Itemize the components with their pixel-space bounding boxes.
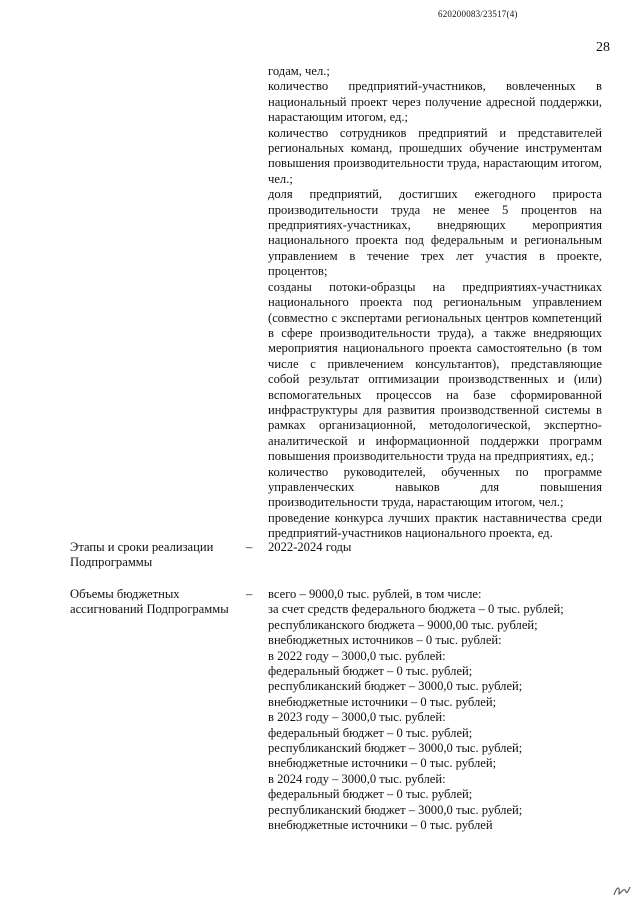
budget-line: внебюджетные источники – 0 тыс. рублей; [268,694,497,709]
budget-dash: – [246,587,253,601]
budget-line: внебюджетные источники – 0 тыс. рублей [268,818,493,833]
budget-line: внебюджетные источники – 0 тыс. рублей; [268,756,497,771]
stages-value: 2022-2024 годы [268,540,352,554]
page-number: 28 [596,40,610,55]
budget-line: в 2024 году – 3000,0 тыс. рублей: [268,771,446,786]
indicator-text: созданы потоки-образцы на предприятиях-участниках национального проекта под региональным управлением (совместно с экспертами региональных центров компетенций в сфере производительности труда), а также внедряющих мероприятия национального проекта самостоятельно (в том числе с привлечением консультантов), представляющие собой результат оптимизации производственных и (или) вспомогательных процессов на базе сформированной инфраструктуры для развития производственной системы в рамках организационной, методологической, экспертно-аналитической и информационной поддержки программ повышения производительности труда на предприятиях, ед.; [268,279,602,464]
budget-line: всего – 9000,0 тыс. рублей, в том числе: [268,587,482,601]
budget-line: республиканский бюджет – 3000,0 тыс. рублей; [268,679,523,694]
indicator-text: количество предприятий-участников, вовлеченных в национальный проект через получение адресной поддержки, нарастающим итогом, ед.; [268,79,602,125]
initials-signature-icon [612,884,632,898]
indicators-continuation [268,64,602,542]
stages-dash: – [246,540,253,554]
indicator-text: количество сотрудников предприятий и представителей региональных команд, прошедших обучение инструментам повышения производительности труда, нарастающим итогом, чел.; [268,125,602,186]
budget-line: республиканского бюджета – 9000,00 тыс. рублей; [268,617,538,632]
budget-label: Объемы бюджетных ассигнований Подпрограммы [70,587,229,617]
stages-label: Этапы и сроки реализации Подпрограммы [70,540,214,570]
indicator-text: количество руководителей, обученных по программе управленческих навыков для повышения производительности труда, нарастающим итогом, чел.; [268,464,602,510]
budget-line: в 2022 году – 3000,0 тыс. рублей: [268,648,446,663]
budget-line: федеральный бюджет – 0 тыс. рублей; [268,664,473,679]
budget-lines [268,587,602,834]
indicator-text: доля предприятий, достигших ежегодного прироста производительности труда не менее 5 процентов на предприятиях-участниках, внедряющих мероприятия национального проекта под федеральным и региональным управлением в течение трех лет участия в проекте, процентов; [268,187,602,279]
budget-line: федеральный бюджет – 0 тыс. рублей; [268,725,473,740]
document-number: 620200083/23517(4) [438,9,518,19]
budget-line: республиканский бюджет – 3000,0 тыс. рублей; [268,741,523,756]
budget-line: в 2023 году – 3000,0 тыс. рублей: [268,710,446,725]
budget-line: внебюджетных источников – 0 тыс. рублей: [268,633,502,648]
handwritten-mark [612,884,632,901]
budget-line: федеральный бюджет – 0 тыс. рублей; [268,787,473,802]
budget-line: за счет средств федерального бюджета – 0 тыс. рублей; [268,602,564,617]
indicator-text: годам, чел.; [268,64,330,78]
budget-line: республиканский бюджет – 3000,0 тыс. рублей; [268,802,523,817]
indicator-text: проведение конкурса лучших практик наставничества среди предприятий-участников национального проекта, ед. [268,510,602,541]
